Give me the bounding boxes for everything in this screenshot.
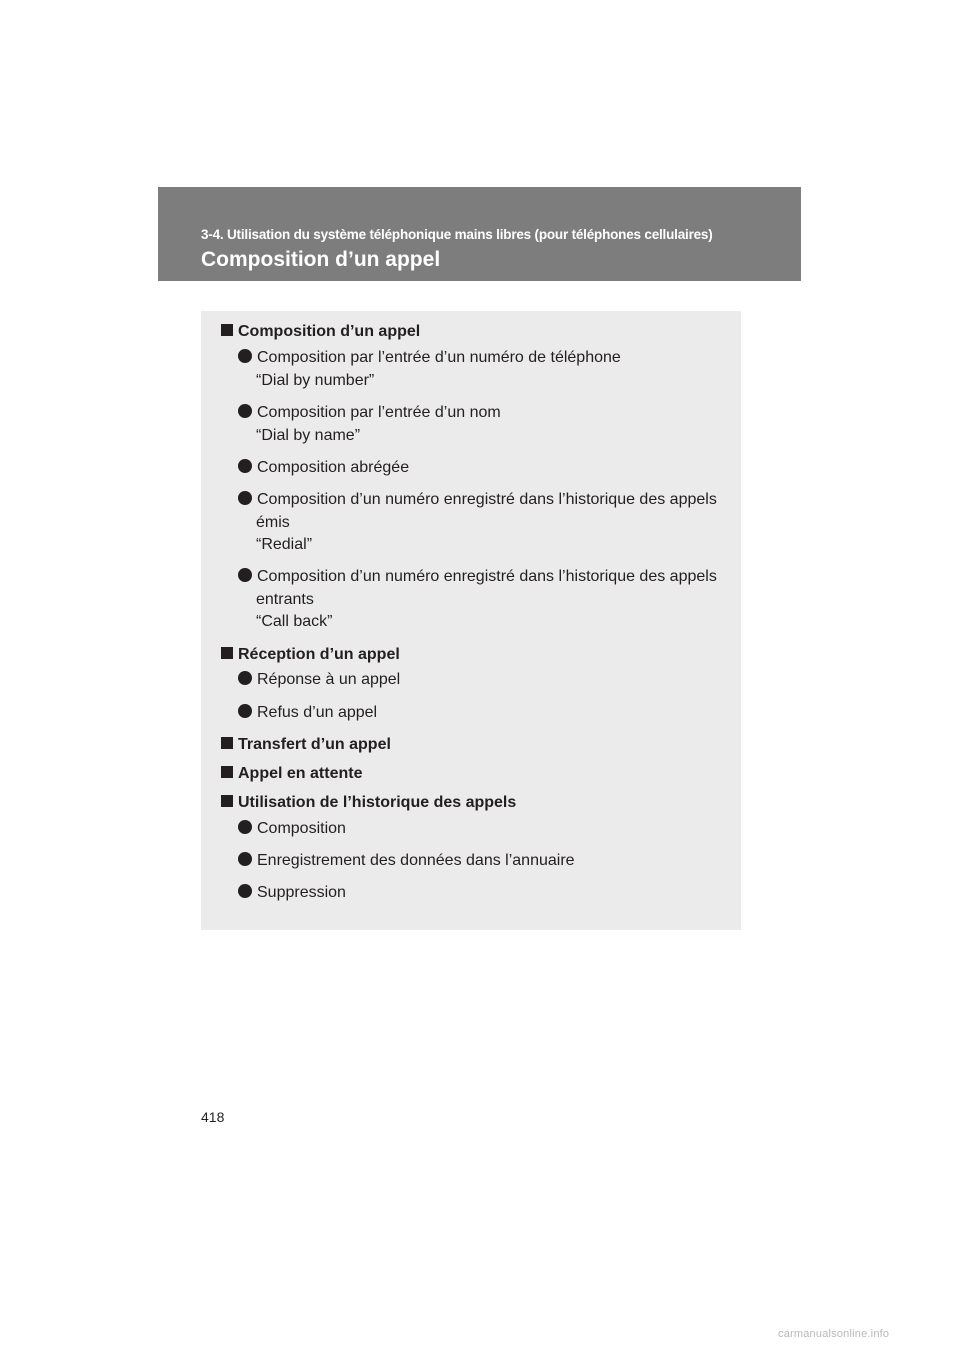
page-title: Composition d’un appel xyxy=(201,248,441,271)
list-item: Composition abrégée xyxy=(238,457,409,479)
page-number: 418 xyxy=(201,1109,225,1125)
round-bullet-icon xyxy=(238,820,252,834)
list-item-continuation: émis xyxy=(256,514,290,531)
round-bullet-icon xyxy=(238,568,252,582)
heading-composition: Composition d’un appel xyxy=(221,321,420,343)
square-bullet-icon xyxy=(221,766,233,778)
list-item: Composition par l’entrée d’un numéro de téléphone xyxy=(238,347,621,369)
heading-transfert: Transfert d’un appel xyxy=(221,734,391,756)
list-item-subtext: “Redial” xyxy=(256,536,313,553)
square-bullet-icon xyxy=(221,737,233,749)
section-header-band xyxy=(158,187,801,281)
list-item: Enregistrement des données dans l’annuaire xyxy=(238,850,575,872)
round-bullet-icon xyxy=(238,404,252,418)
list-item-continuation: entrants xyxy=(256,591,314,608)
heading-historique: Utilisation de l’historique des appels xyxy=(221,792,516,814)
list-item: Composition par l’entrée d’un nom xyxy=(238,402,501,424)
section-path: 3-4. Utilisation du système téléphonique mains libres (pour téléphones cellulaires) xyxy=(201,227,713,242)
round-bullet-icon xyxy=(238,491,252,505)
round-bullet-icon xyxy=(238,704,252,718)
list-item: Composition xyxy=(238,818,346,840)
square-bullet-icon xyxy=(221,324,233,336)
heading-reception: Réception d’un appel xyxy=(221,644,400,666)
watermark: carmanualsonline.info xyxy=(778,1328,890,1340)
list-item: Suppression xyxy=(238,882,346,904)
list-item: Composition d’un numéro enregistré dans l’historique des appels xyxy=(238,566,717,588)
list-item: Refus d’un appel xyxy=(238,702,377,724)
list-item: Composition d’un numéro enregistré dans l’historique des appels xyxy=(238,489,717,511)
list-item: Réponse à un appel xyxy=(238,669,400,691)
list-item-subtext: “Dial by name” xyxy=(256,427,361,444)
round-bullet-icon xyxy=(238,671,252,685)
round-bullet-icon xyxy=(238,459,252,473)
square-bullet-icon xyxy=(221,647,233,659)
list-item-subtext: “Dial by number” xyxy=(256,372,375,389)
round-bullet-icon xyxy=(238,884,252,898)
list-item-subtext: “Call back” xyxy=(256,613,333,630)
contents-box xyxy=(201,311,741,930)
round-bullet-icon xyxy=(238,349,252,363)
round-bullet-icon xyxy=(238,852,252,866)
heading-attente: Appel en attente xyxy=(221,763,362,785)
square-bullet-icon xyxy=(221,795,233,807)
